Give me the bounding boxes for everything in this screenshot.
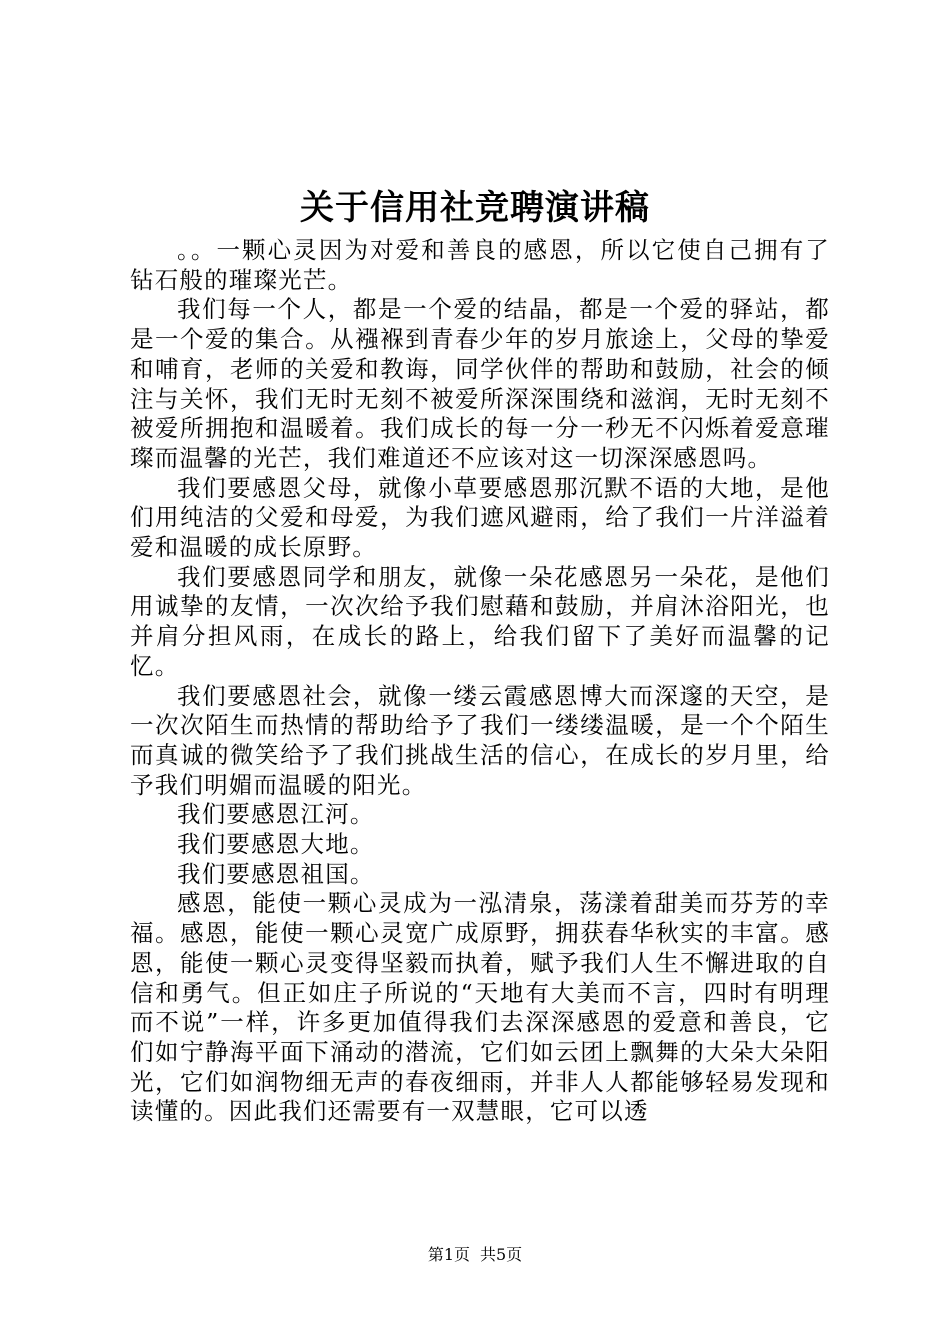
page-footer [0,1244,950,1266]
document-body [130,236,830,1127]
paragraph: 。。一颗心灵因为对爱和善良的感恩，所以它使自己拥有了钻石般的璀璨光芒。 [130,236,830,294]
paragraph: 感恩，能使一颗心灵成为一泓清泉，荡漾着甜美而芬芳的幸福。感恩，能使一颗心灵宽广成原野，拥获春华秋实的丰富。感恩，能使一颗心灵变得坚毅而执着，赋予我们人生不懈进取的自信和勇气。但正如庄子所说的“天地有大美而不言，四时有明理而不说”一样，许多更加值得我们去深深感恩的爱意和善良，它们如宁静海平面下涌动的潜流，它们如云团上飘舞的大朵大朵阳光，它们如润物细无声的春夜细雨，并非人人都能够轻易发现和读懂的。因此我们还需要有一双慧眼，它可以透 [130,889,830,1126]
page-number-total: 共5页 [480,1245,523,1264]
paragraph: 我们要感恩祖国。 [177,859,375,888]
paragraph: 我们要感恩江河。 [177,800,375,829]
paragraph: 我们要感恩社会，就像一缕云霞感恩博大而深邃的天空，是一次次陌生而热情的帮助给予了我们一缕缕温暖，是一个个陌生而真诚的微笑给予了我们挑战生活的信心，在成长的岁月里，给予我们明媚而温暖的阳光。 [130,681,830,799]
paragraph: 我们要感恩大地。 [177,830,375,859]
paragraph: 我们每一个人，都是一个爱的结晶，都是一个爱的驿站，都是一个爱的集合。从襁褓到青春少年的岁月旅途上，父母的挚爱和哺育，老师的关爱和教诲，同学伙伴的帮助和鼓励，社会的倾注与关怀，我们无时无刻不被爱所深深围绕和滋润，无时无刻不被爱所拥抱和温暖着。我们成长的每一分一秒无不闪烁着爱意璀璨而温馨的光芒，我们难道还不应该对这一切深深感恩吗。 [130,295,830,472]
paragraph: 我们要感恩父母，就像小草要感恩那沉默不语的大地，是他们用纯洁的父爱和母爱，为我们遮风避雨，给了我们一片洋溢着爱和温暖的成长原野。 [130,473,830,562]
page-number-current: 第1页 [427,1245,470,1264]
paragraph: 我们要感恩同学和朋友，就像一朵花感恩另一朵花，是他们用诚挚的友情，一次次给予我们慰藉和鼓励，并肩沐浴阳光，也并肩分担风雨，在成长的路上，给我们留下了美好而温馨的记忆。 [130,562,830,680]
document-title: 关于信用社竞聘演讲稿 [300,188,650,228]
